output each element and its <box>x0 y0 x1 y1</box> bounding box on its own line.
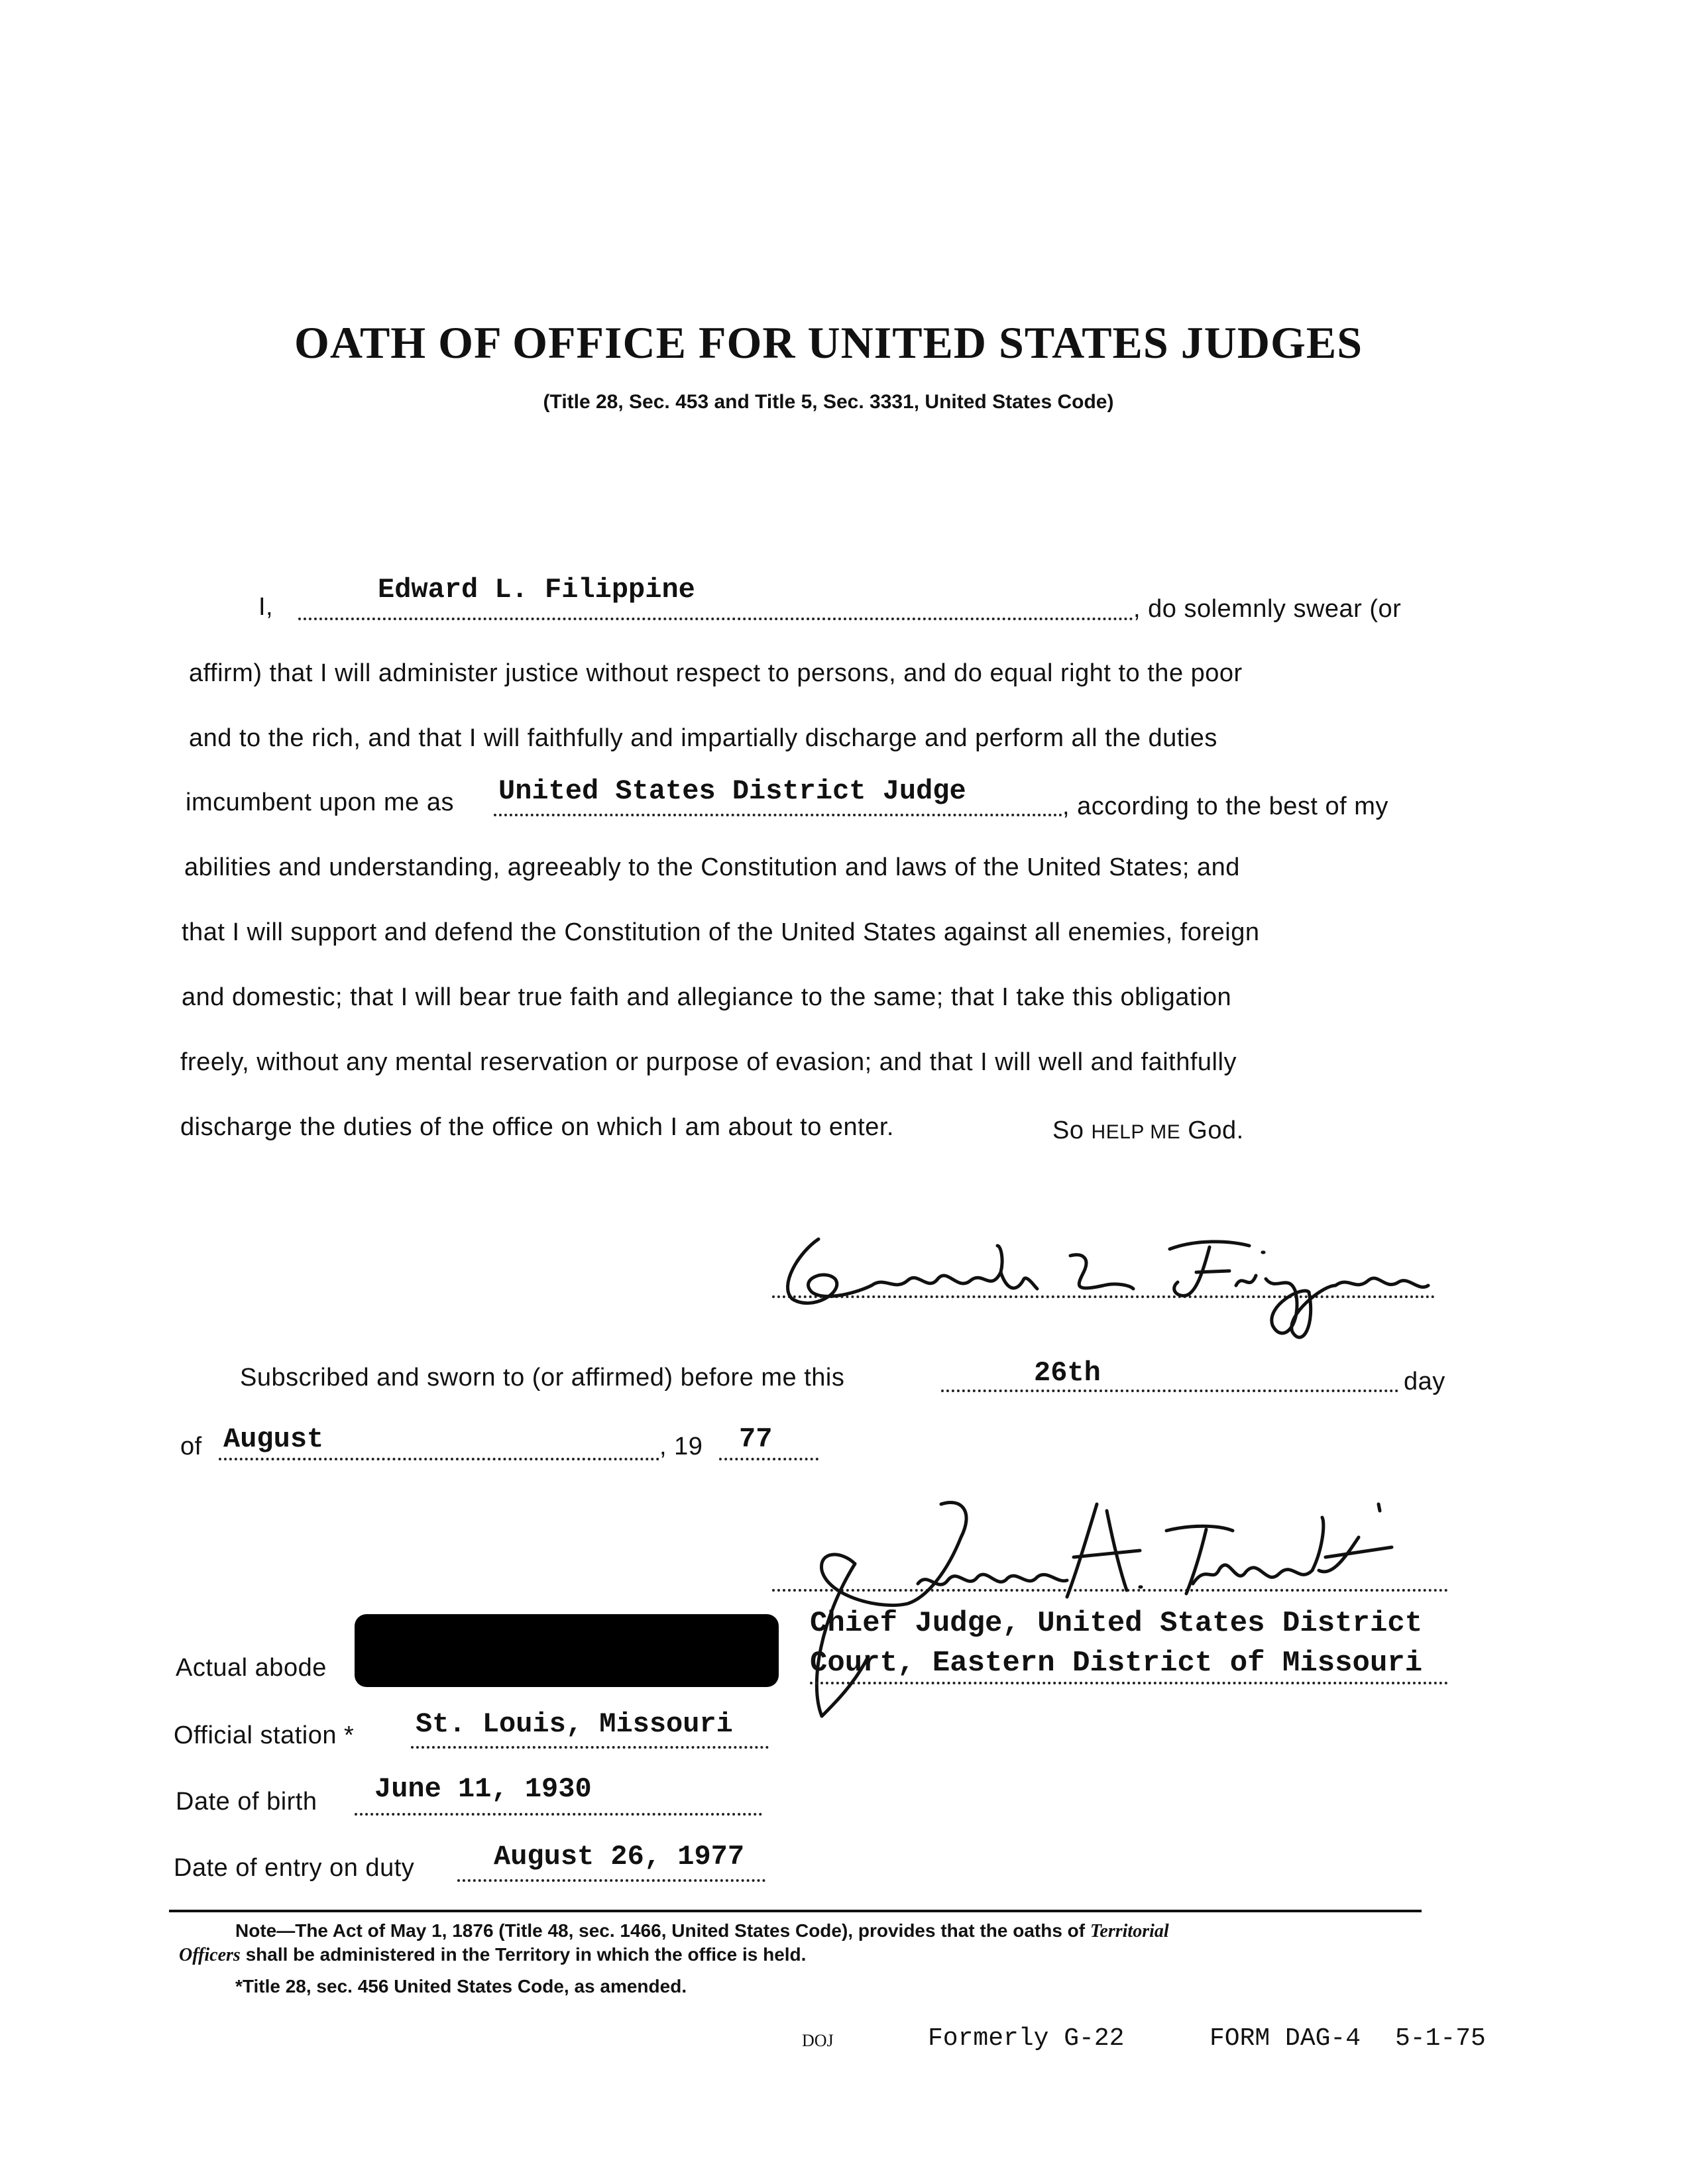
office-dotted-line <box>494 814 1062 816</box>
year-dotted-line <box>719 1458 818 1460</box>
subscribed-year-prefix: , 19 <box>659 1433 703 1460</box>
station-footnote-marker: * <box>344 1721 355 1749</box>
subscribed-of-label: of <box>180 1433 202 1460</box>
document-subtitle: (Title 28, Sec. 453 and Title 5, Sec. 3331, United States Code) <box>543 391 1114 413</box>
officer-title-line-1: Chief Judge, United States District <box>810 1607 1423 1640</box>
footer-formerly: Formerly G-22 <box>928 2024 1125 2053</box>
subscribed-year-field: 77 <box>739 1423 773 1455</box>
entry-value: August 26, 1977 <box>494 1841 745 1873</box>
dob-dotted-line <box>355 1813 762 1816</box>
subscribed-day-suffix: day <box>1404 1368 1445 1395</box>
note-line-1-text: Note—The Act of May 1, 1876 (Title 48, sec. 1466, United States Code), provides that the oaths of <box>235 1920 1086 1941</box>
note-line-2 <box>179 1944 806 1966</box>
station-value: St. Louis, Missouri <box>416 1708 733 1740</box>
oath-line-4-prefix: imcumbent upon me as <box>186 789 454 816</box>
oath-line-6: that I will support and defend the Constitution of the United States against all enemies, foreign <box>182 918 1260 946</box>
oath-taker-signature <box>772 1193 1441 1352</box>
officer-title-line-2: Court, Eastern District of Missouri <box>810 1647 1423 1680</box>
oath-line-3: and to the rich, and that I will faithfully and impartially discharge and perform all the duties <box>189 724 1217 752</box>
entry-label: Date of entry on duty <box>174 1854 415 1882</box>
note-rule <box>169 1910 1422 1912</box>
footer-form: FORM DAG-4 <box>1210 2024 1361 2053</box>
closing-help-me: HELP ME <box>1091 1121 1181 1143</box>
subscribed-month-field: August <box>223 1423 324 1455</box>
dob-label: Date of birth <box>176 1788 317 1816</box>
footer-date: 5-1-75 <box>1395 2024 1486 2053</box>
oath-line-8: freely, without any mental reservation or purpose of evasion; and that I will well and faithfully <box>180 1048 1237 1076</box>
station-label <box>174 1721 354 1750</box>
station-label-text: Official station <box>174 1721 337 1749</box>
day-dotted-line <box>941 1390 1398 1392</box>
closing-god: God. <box>1188 1117 1244 1144</box>
oath-line-7: and domestic; that I will bear true faith and allegiance to the same; that I take this obligation <box>182 983 1232 1011</box>
name-dotted-line <box>298 618 1133 620</box>
entry-dotted-line <box>457 1879 765 1882</box>
document-title: OATH OF OFFICE FOR UNITED STATES JUDGES <box>294 317 1363 368</box>
footnote: *Title 28, sec. 456 United States Code, as amended. <box>235 1976 687 1996</box>
oath-name-field: Edward L. Filippine <box>378 574 695 606</box>
oath-intro: I, <box>258 593 274 621</box>
oath-line-9: discharge the duties of the office on which I am about to enter. <box>180 1113 894 1141</box>
note-line-1 <box>235 1920 1169 1942</box>
abode-label: Actual abode <box>176 1654 327 1682</box>
footer-doj: DOJ <box>802 2031 834 2050</box>
oath-line-4-suffix: , according to the best of my <box>1062 792 1388 820</box>
note-line-1-italic: Territorial <box>1090 1921 1169 1941</box>
dob-value: June 11, 1930 <box>374 1773 592 1805</box>
closing-so: So <box>1052 1117 1084 1144</box>
oath-line-5: abilities and understanding, agreeably to the Constitution and laws of the United States; and <box>184 853 1240 881</box>
month-dotted-line <box>219 1458 659 1460</box>
oath-after-name: , do solemnly swear (or <box>1133 595 1402 623</box>
subscribed-day-field: 26th <box>1034 1357 1101 1389</box>
subscribed-prefix: Subscribed and sworn to (or affirmed) before me this <box>240 1364 845 1392</box>
oath-closing <box>1052 1117 1244 1145</box>
note-line-2-text: shall be administered in the Territory in which the office is held. <box>245 1944 807 1965</box>
station-dotted-line <box>411 1746 769 1749</box>
note-line-2-italic: Officers <box>179 1945 241 1965</box>
oath-office-field: United States District Judge <box>498 775 966 807</box>
oath-line-2: affirm) that I will administer justice without respect to persons, and do equal right to the poor <box>189 659 1243 687</box>
officer-title-dotted-line <box>810 1682 1448 1684</box>
abode-redaction <box>355 1614 779 1687</box>
